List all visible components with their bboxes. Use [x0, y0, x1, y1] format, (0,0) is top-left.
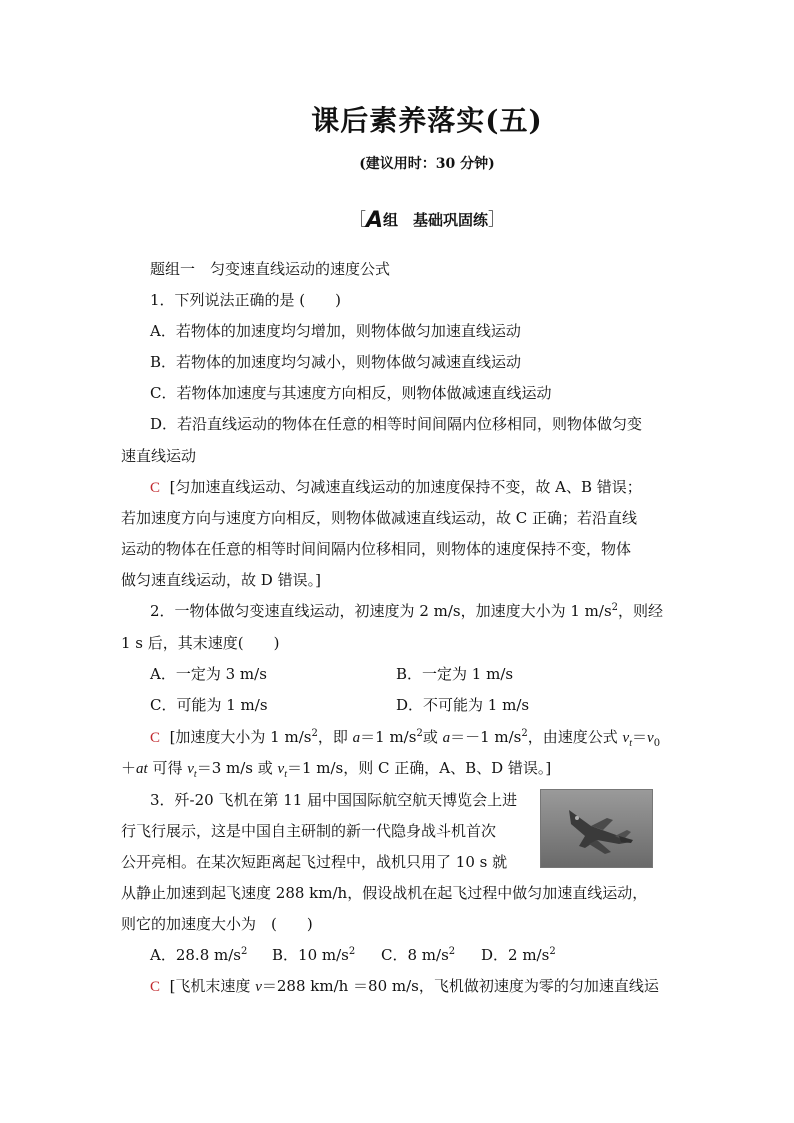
- q3-stem-line5: 则它的加速度大小为 ( ): [121, 915, 313, 933]
- q2-stem-line2: 1 s 后，其末速度( ): [121, 634, 280, 652]
- q1-explanation-line4: 做匀速直线运动，故 D 错误。]: [121, 571, 321, 589]
- section-heading: 题组一 匀变速直线运动的速度公式: [150, 260, 391, 278]
- q2-exp-e: ＝－1 m/s: [450, 728, 522, 746]
- q3-option-b-sup: 2: [348, 946, 356, 957]
- q2-exp-sup1: 2: [311, 728, 318, 739]
- q1-option-a: A．若物体的加速度均匀增加，则物体做匀加速直线运动: [150, 322, 521, 340]
- q2-exp2-c: ＝3 m/s 或: [196, 759, 278, 777]
- group-letter: A: [365, 208, 383, 233]
- q1-exp1-text: [匀加速直线运动、匀减速直线运动的加速度保持不变，故 A、B 错误；: [169, 478, 642, 496]
- group-bracket-close: ］: [488, 210, 506, 230]
- q3-var-v: v: [255, 979, 262, 995]
- q2-exp-c: ＝1 m/s: [360, 728, 417, 746]
- q2-answer: C: [150, 730, 161, 746]
- group-bracket-open: ［: [348, 210, 366, 230]
- q2-var-v2: v: [647, 730, 654, 746]
- q3-option-d-text: D．2 m/s: [481, 946, 550, 964]
- q2-exp2-d: ＝1 m/s，则 C 正确，A、B、D 错误。]: [286, 759, 552, 777]
- q1-option-c: C．若物体加速度与其速度方向相反，则物体做减速直线运动: [150, 384, 552, 402]
- q2-sub-0: 0: [653, 738, 661, 749]
- q2-explanation-line1: [150, 727, 660, 748]
- q3-stem-line1: 3．歼-20 飞机在第 11 届中国国际航空航天博览会上进: [150, 791, 518, 809]
- q3-exp-b: ＝288 km/h ＝80 m/s，飞机做初速度为零的匀加速直线运: [261, 977, 659, 995]
- fighter-jet-photo: [540, 789, 653, 868]
- q3-option-a-sup: 2: [240, 946, 248, 957]
- q2-stem1-text: 2．一物体做匀变速直线运动，初速度为 2 m/s，加速度大小为 1 m/s: [150, 602, 612, 620]
- q3-explanation-line1: [150, 976, 659, 997]
- q3-stem-line2: 行飞行展示，这是中国自主研制的新一代隐身战斗机首次: [121, 822, 497, 840]
- q3-option-a: [150, 945, 247, 965]
- q2-var-a1: a: [352, 730, 361, 746]
- q2-exp-b: ，即: [317, 728, 353, 746]
- q2-stem-line1: [150, 601, 663, 621]
- q2-exp2-b: 可得: [147, 759, 188, 777]
- q2-stem1-end: ，则经: [618, 602, 664, 620]
- q2-exp-a: [加速度大小为 1 m/s: [169, 728, 312, 746]
- q3-option-c-sup: 2: [448, 946, 456, 957]
- q2-option-c: C．可能为 1 m/s: [150, 696, 268, 714]
- q3-stem-line3: 公开亮相。在某次短距离起飞过程中，战机只用了 10 s 就: [121, 853, 508, 871]
- q2-explanation-line2: [121, 758, 551, 779]
- page-title: 课后素养落实(五): [311, 104, 543, 137]
- q2-var-v4: v: [277, 761, 285, 777]
- q2-var-at: at: [136, 761, 148, 777]
- q3-option-a-text: A．28.8 m/s: [150, 946, 241, 964]
- q2-option-a: A．一定为 3 m/s: [150, 665, 267, 683]
- q1-option-d-line1: D．若沿直线运动的物体在任意的相等时间间隔内位移相同，则物体做匀变: [150, 415, 643, 433]
- q1-option-b: B．若物体的加速度均匀减小，则物体做匀减速直线运动: [150, 353, 522, 371]
- q3-stem-line4: 从静止加速到起飞速度 288 km/h，假设战机在起飞过程中做匀加速直线运动，: [121, 884, 648, 902]
- q1-explanation-line3: 运动的物体在任意的相等时间间隔内位移相同，则物体的速度保持不变，物体: [121, 540, 632, 558]
- q2-var-v1: v: [622, 730, 630, 746]
- q1-answer: C: [150, 480, 161, 496]
- q2-exp-d: 或: [422, 728, 443, 746]
- q2-sub-t3: t: [284, 769, 287, 780]
- q2-sub-t2: t: [193, 769, 197, 780]
- q2-exp2-a: ＋: [121, 759, 137, 777]
- q2-var-v3: v: [187, 761, 194, 777]
- q3-exp-a: [飞机末速度: [169, 977, 256, 995]
- q1-stem: 1．下列说法正确的是 ( ): [150, 291, 342, 309]
- fighter-jet-icon: [541, 790, 652, 867]
- q3-option-b: [272, 945, 355, 965]
- group-label: 组 基础巩固练: [383, 211, 489, 229]
- suggested-time: (建议用时：30 分钟): [359, 156, 495, 172]
- q1-explanation-line1: [150, 477, 642, 498]
- q3-answer: C: [150, 979, 161, 995]
- group-heading: [0, 205, 794, 233]
- q2-exp-sup3: 2: [521, 728, 528, 739]
- q1-option-d-line2: 速直线运动: [121, 447, 197, 465]
- q3-option-c: [381, 945, 455, 965]
- q2-sub-t1: t: [629, 738, 632, 749]
- q2-exp-g: ＝: [632, 728, 648, 746]
- q2-stem1-sup: 2: [611, 602, 619, 613]
- q3-option-d-sup: 2: [549, 946, 556, 957]
- q2-option-b: B．一定为 1 m/s: [396, 665, 514, 683]
- q1-explanation-line2: 若加速度方向与速度方向相反，则物体做减速直线运动，故 C 正确；若沿直线: [121, 509, 638, 527]
- q2-option-d: D．不可能为 1 m/s: [396, 696, 530, 714]
- q3-option-b-text: B．10 m/s: [272, 946, 349, 964]
- q2-exp-sup2: 2: [416, 728, 423, 739]
- q2-var-a2: a: [442, 730, 451, 746]
- q2-exp-f: ，由速度公式: [527, 728, 623, 746]
- q3-option-d: [481, 945, 556, 965]
- q3-option-c-text: C．8 m/s: [381, 946, 449, 964]
